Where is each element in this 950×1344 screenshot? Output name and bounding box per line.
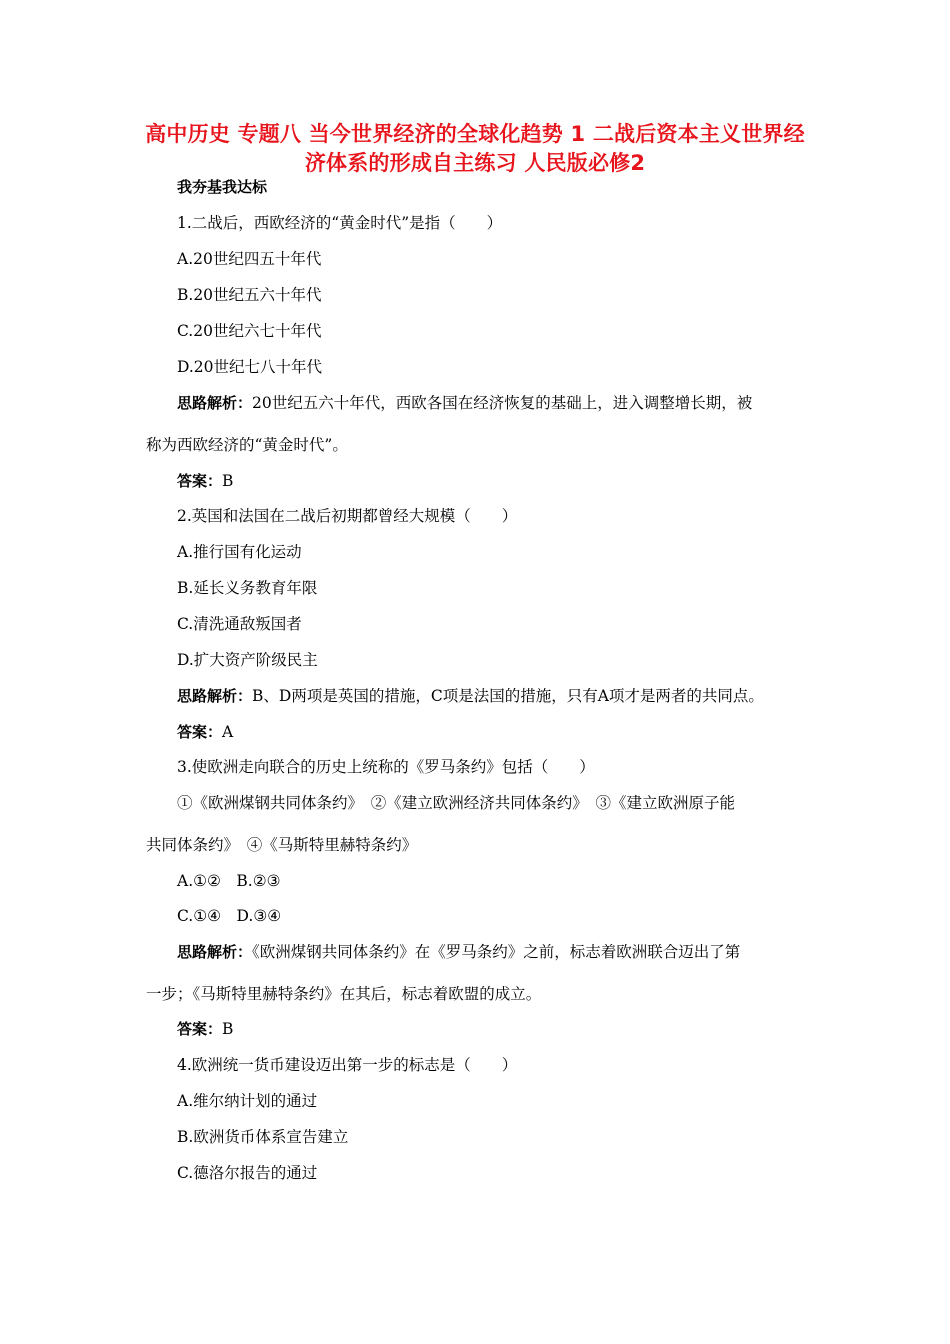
q1-stem: 1.二战后，西欧经济的“黄金时代”是指（ ）: [177, 214, 503, 232]
q2-stem: 2.英国和法国在二战后初期都曾经大规模（ ）: [177, 507, 518, 525]
section-heading: 我夯基我达标: [177, 178, 268, 196]
q3-analysis: [177, 941, 740, 963]
q2-option-c: C.清洗通敌叛国者: [177, 615, 302, 633]
q4-stem: 4.欧洲统一货币建设迈出第一步的标志是（ ）: [177, 1056, 518, 1074]
q1-option-b: B.20世纪五六十年代: [177, 286, 322, 304]
q1-option-d: D.20世纪七八十年代: [177, 358, 323, 376]
answer-label: 答案：: [177, 472, 223, 490]
analysis-label: 思路解析：: [177, 394, 253, 412]
q2-option-d: D.扩大资产阶级民主: [177, 651, 318, 669]
q2-option-b: B.延长义务教育年限: [177, 579, 318, 597]
q4-option-a: A.维尔纳计划的通过: [177, 1092, 318, 1110]
q1-analysis-text-1: 20世纪五六十年代，西欧各国在经济恢复的基础上，进入调整增长期，被: [252, 394, 753, 412]
q1-analysis-text-2: 称为西欧经济的“黄金时代”。: [146, 436, 348, 454]
q3-options-1: A.①② B.②③: [177, 872, 281, 890]
document-title: 高中历史 专题八 当今世界经济的全球化趋势 1 二战后资本主义世界经济体系的形成自主练习 人民版必修2: [145, 122, 805, 175]
q3-items-1: ①《欧洲煤钢共同体条约》 ②《建立欧洲经济共同体条约》 ③《建立欧洲原子能: [177, 794, 736, 812]
q2-analysis-text-1: B、D两项是英国的措施，C项是法国的措施，只有A项才是两者的共同点。: [252, 687, 764, 705]
q2-answer: [177, 721, 233, 743]
q2-option-a: A.推行国有化运动: [177, 543, 302, 561]
q3-answer-value: B: [222, 1020, 234, 1038]
q1-option-c: C.20世纪六七十年代: [177, 322, 322, 340]
analysis-label: 思路解析：: [177, 687, 253, 705]
q1-answer: [177, 470, 233, 492]
answer-label: 答案：: [177, 723, 223, 741]
q4-option-b: B.欧洲货币体系宣告建立: [177, 1128, 349, 1146]
q3-answer: [177, 1018, 233, 1040]
q1-answer-value: B: [222, 472, 234, 490]
q3-items-2: 共同体条约》 ④《马斯特里赫特条约》: [146, 836, 418, 854]
q3-analysis-text-1: 《欧洲煤钢共同体条约》在《罗马条约》之前，标志着欧洲联合迈出了第: [252, 943, 741, 961]
q2-analysis: [177, 685, 764, 707]
q1-option-a: A.20世纪四五十年代: [177, 250, 322, 268]
q3-stem: 3.使欧洲走向联合的历史上统称的《罗马条约》包括（ ）: [177, 758, 595, 776]
q3-analysis-text-2: 一步；《马斯特里赫特条约》在其后，标志着欧盟的成立。: [146, 985, 542, 1003]
q2-answer-value: A: [222, 723, 234, 741]
analysis-label: 思路解析：: [177, 943, 253, 961]
q3-options-2: C.①④ D.③④: [177, 907, 282, 925]
q1-analysis: [177, 392, 752, 414]
answer-label: 答案：: [177, 1020, 223, 1038]
q4-option-c: C.德洛尔报告的通过: [177, 1164, 318, 1182]
